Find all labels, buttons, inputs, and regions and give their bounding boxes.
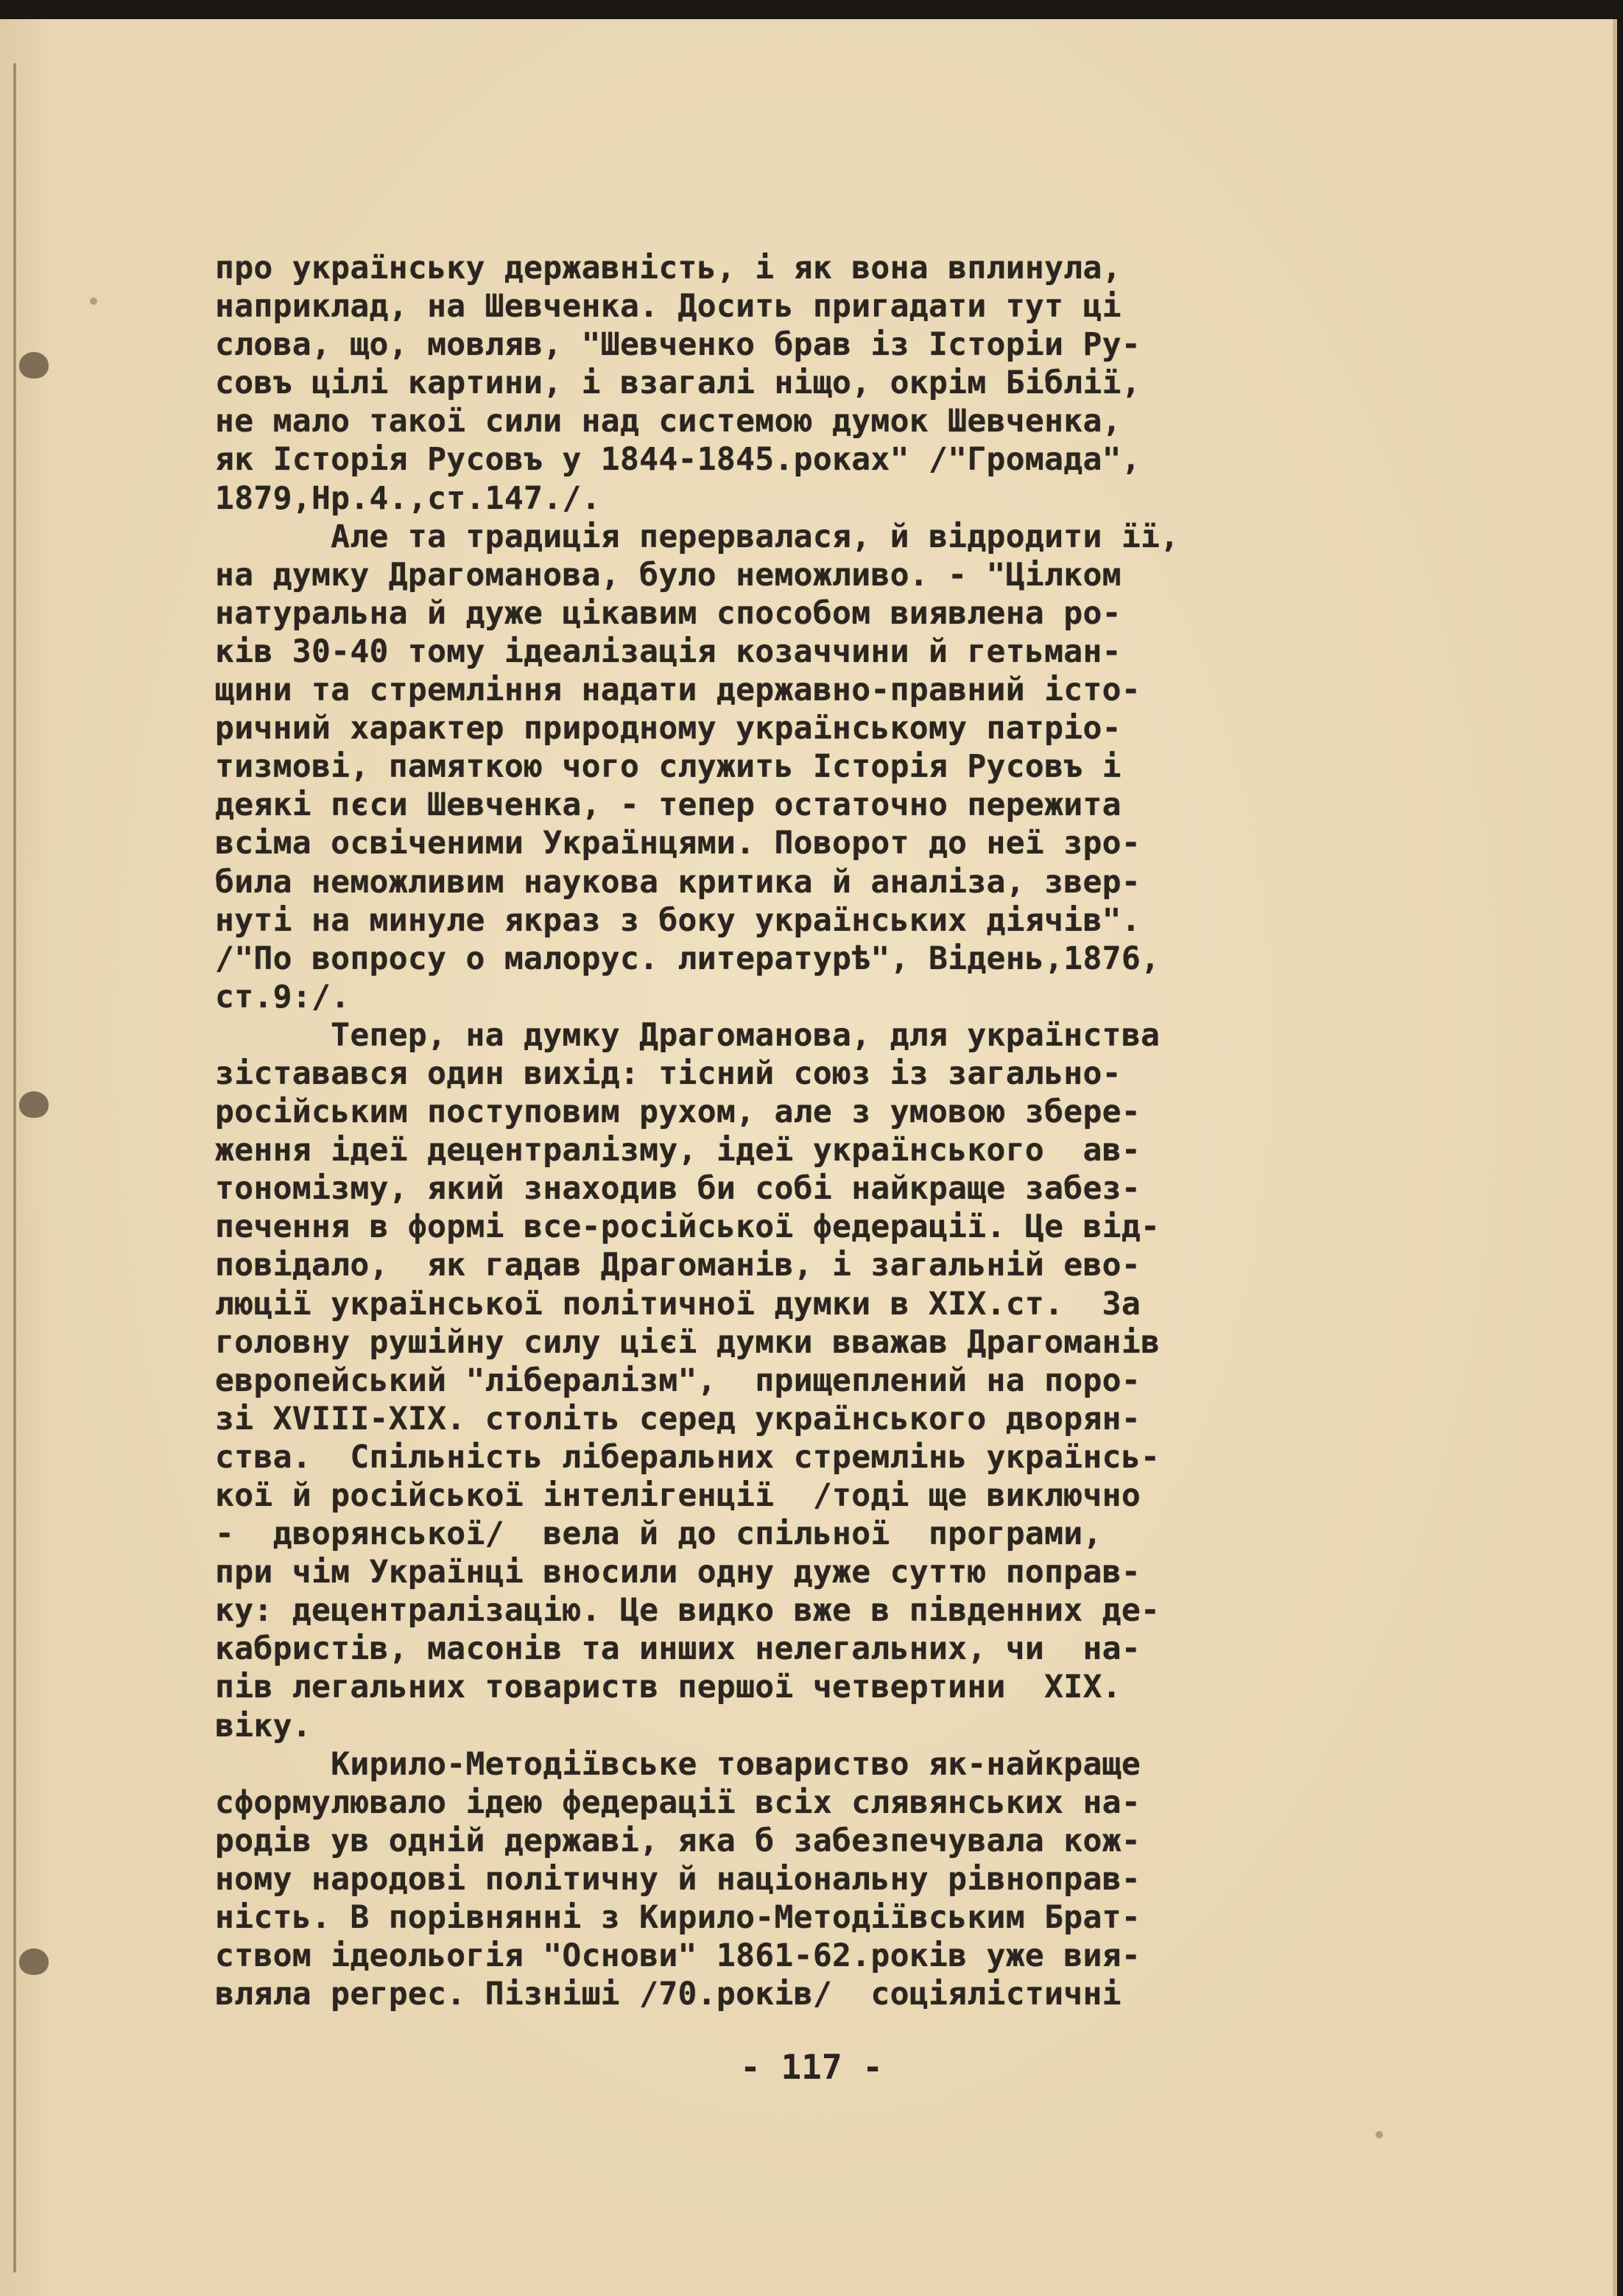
paper-speck: [90, 297, 97, 305]
text-line: ричний характер природному українському патріо-: [215, 710, 1122, 747]
text-line: кабристів, масонів та инших нелегальних, чи на-: [215, 1630, 1141, 1668]
text-line: ження ідеї децентралізму, ідеї українського ав-: [215, 1132, 1141, 1169]
text-line: ному народові політичну й національну рівноправ-: [215, 1860, 1141, 1898]
text-line: европейський "лібералізм", прищеплений на поро-: [215, 1362, 1141, 1399]
page-number: - 117 -: [740, 2047, 883, 2087]
text-line: на думку Драгоманова, було неможливо. - "Цілком: [215, 556, 1122, 594]
text-line: Тепер, на думку Драгоманова, для українства: [215, 1016, 1161, 1054]
text-line: віку.: [215, 1707, 311, 1744]
text-line: не мало такої сили над системою думок Шевченка,: [215, 403, 1122, 440]
text-line: про українську державність, і як вона вплинула,: [215, 250, 1122, 286]
text-line: Кирило-Методіївське товариство як-найкраще: [215, 1745, 1141, 1783]
text-line: як Історія Русовъ у 1844-1845.роках" /"Громада",: [215, 441, 1141, 479]
binding-hole-2: [19, 1091, 49, 1118]
text-line: Але та традиція перервалася, й відродити її,: [215, 518, 1180, 555]
text-line: слова, що, мовляв, "Шевченко брав із Історіи Ру-: [215, 326, 1141, 364]
text-line: кої й російської інтелігенції /тоді ще виключно: [215, 1477, 1141, 1514]
text-line: ків 30-40 тому ідеалізація козаччини й гетьман-: [215, 633, 1122, 670]
text-line: /"По вопросу о малорус. литературѣ", Відень,1876,: [215, 940, 1161, 977]
text-line: била неможливим наукова критика й аналіза, звер-: [215, 863, 1141, 901]
text-line: ства. Спільність ліберальних стремлінь українсь-: [215, 1438, 1161, 1476]
text-line: совъ цілі картини, і взагалі ніщо, окрім Біблії,: [215, 365, 1141, 402]
binding-edge: [13, 63, 16, 2272]
text-line: тономізму, який знаходив би собі найкраще забез-: [215, 1170, 1141, 1208]
text-line: ст.9:/.: [215, 978, 351, 1015]
text-line: зі XVIII-XIX. століть серед українського дворян-: [215, 1400, 1141, 1437]
text-line: родів ув одній державі, яка б забезпечувала кож-: [215, 1822, 1141, 1859]
text-line: натуральна й дуже цікавим способом виявлена ро-: [215, 594, 1122, 632]
text-line: сформулювало ідею федерації всіх слявянських на-: [215, 1783, 1141, 1821]
text-line: всіма освіченими Українцями. Поворот до неї зро-: [215, 825, 1141, 862]
text-line: деякі пєси Шевченка, - тепер остаточно пережита: [215, 786, 1122, 824]
text-line: наприклад, на Шевченка. Досить пригадати тут ці: [215, 288, 1122, 325]
text-line: - дворянської/ вела й до спільної програми,: [215, 1515, 1102, 1553]
text-line: печення в формі все-російської федерації. Це від-: [215, 1208, 1161, 1246]
text-line: ством ідеольогія "Основи" 1861-62.років уже вия-: [215, 1937, 1141, 1975]
text-line: пів легальних товариств першої четвертини XIX.: [215, 1669, 1122, 1706]
text-line: нуті на минуле якраз з боку українських діячів".: [215, 901, 1141, 939]
text-line: люції української політичної думки в XIX.ст. За: [215, 1285, 1141, 1323]
text-line: ку: децентралізацію. Це видко вже в південних де-: [215, 1592, 1161, 1630]
binding-hole-1: [19, 352, 49, 378]
text-line: вляла регрес. Пізніші /70.років/ соціялістичні: [215, 1976, 1122, 2013]
paper-speck: [1376, 2131, 1383, 2138]
binding-hole-3: [19, 1948, 49, 1975]
text-line: 1879,Нр.4.,ст.147./.: [215, 479, 601, 517]
text-line: ність. В порівнянні з Кирило-Методіївським Брат-: [215, 1899, 1141, 1937]
text-line: при чім Українці вносили одну дуже суттю поправ-: [215, 1554, 1141, 1591]
text-line: щини та стремління надати державно-правний істо-: [215, 672, 1141, 709]
text-line: повідало, як гадав Драгоманів, і загальній ево-: [215, 1247, 1141, 1284]
body-text: [215, 249, 1408, 2013]
text-line: головну рушійну силу цієї думки вважав Драгоманів: [215, 1323, 1161, 1361]
text-line: зіставався один вихід: тісний союз із загально-: [215, 1054, 1122, 1092]
text-line: російським поступовим рухом, але з умовою збере-: [215, 1094, 1141, 1131]
text-line: тизмові, памяткою чого служить Історія Русовъ і: [215, 748, 1122, 786]
